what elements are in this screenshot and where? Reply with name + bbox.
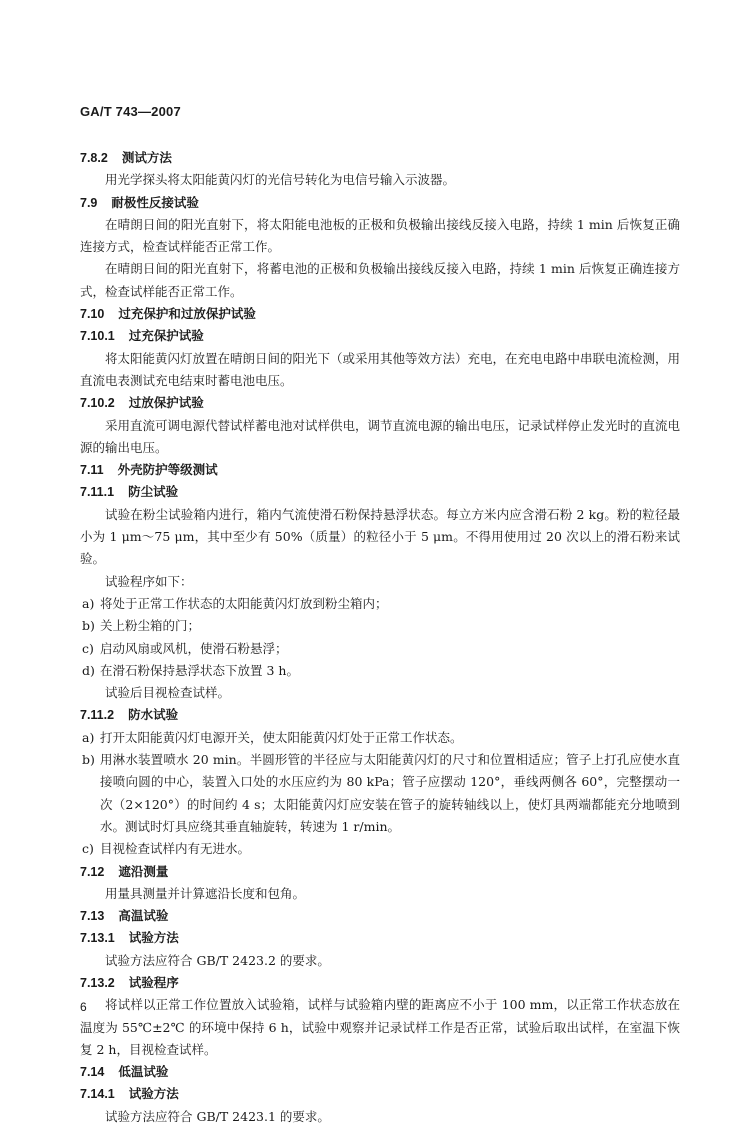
list-item-text: 启动风扇或风机，使滑石粉悬浮； — [100, 640, 288, 656]
list-item — [80, 838, 680, 860]
section-title: 高温试验 — [118, 908, 169, 924]
section-title: 遮沿测量 — [118, 863, 169, 879]
section-number: 7.13.2 — [80, 975, 115, 990]
section-number: 7.10.1 — [80, 329, 115, 344]
list-item — [80, 638, 680, 660]
section-number: 7.10.2 — [80, 396, 115, 411]
list-item — [80, 749, 680, 838]
list-item-label: a) — [82, 595, 95, 611]
paragraph: 采用直流可调电源代替试样蓄电池对试样供电，调节直流电源的输出电压，记录试样停止发光时的直流电源的输出电压。 — [80, 417, 681, 455]
section-heading — [80, 147, 680, 169]
section-title: 过放保护试验 — [128, 395, 204, 411]
page-number: 6 — [80, 1000, 87, 1014]
paragraph: 用量具测量并计算遮沿长度和包角。 — [105, 885, 306, 901]
section-title: 防尘试验 — [128, 484, 179, 500]
section-number: 7.12 — [80, 864, 105, 879]
section-heading — [80, 972, 680, 994]
section-heading — [80, 927, 680, 949]
list-item — [80, 727, 680, 749]
section-heading — [80, 192, 680, 214]
section-title: 试验方法 — [128, 930, 179, 946]
section-title: 试验程序 — [128, 974, 179, 990]
section-heading — [80, 905, 680, 927]
list-item-text: 在滑石粉保持悬浮状态下放置 3 h。 — [100, 662, 299, 678]
list-item — [80, 593, 680, 615]
section-number: 7.9 — [80, 195, 98, 210]
list-item-label: c) — [82, 841, 94, 857]
paragraph: 在晴朗日间的阳光直射下，将太阳能电池板的正极和负极输出接线反接入电路，持续 1 min 后恢复正确连接方式，检查试样能否正常工作。 — [80, 216, 680, 255]
section-number: 7.11 — [80, 463, 104, 478]
section-title: 试验方法 — [128, 1086, 179, 1102]
section-heading — [80, 704, 680, 726]
document-body — [80, 147, 680, 1128]
section-number: 7.11.1 — [80, 485, 115, 500]
list-item-text: 打开太阳能黄闪灯电源开关，使太阳能黄闪灯处于正常工作状态。 — [100, 729, 463, 745]
section-heading — [80, 1061, 680, 1083]
section-title: 外壳防护等级测试 — [117, 462, 218, 478]
section-number: 7.10 — [80, 307, 105, 322]
list-item-label: c) — [82, 640, 94, 656]
section-title: 低温试验 — [118, 1064, 169, 1080]
list-item — [80, 615, 680, 637]
section-title: 过充保护和过放保护试验 — [118, 306, 256, 322]
paragraph: 将太阳能黄闪灯放置在晴朗日间的阳光下（或采用其他等效方法）充电，在充电电路中串联电流检测，用直流电表测试充电结束时蓄电池电压。 — [80, 350, 681, 388]
list-item-text: 将处于正常工作状态的太阳能黄闪灯放到粉尘箱内； — [100, 595, 388, 611]
section-title: 测试方法 — [121, 150, 172, 165]
section-number: 7.11.2 — [80, 708, 115, 723]
section-heading — [80, 861, 680, 883]
paragraph: 试验方法应符合 GB/T 2423.2 的要求。 — [105, 952, 330, 968]
list-item-label: b) — [82, 752, 95, 768]
section-number: 7.14.1 — [80, 1087, 115, 1102]
document-code: GA/T 743—2007 — [80, 104, 181, 119]
section-heading — [80, 303, 680, 325]
paragraph: 在晴朗日间的阳光直射下，将蓄电池的正极和负极输出接线反接入电路，持续 1 min 后恢复正确连接方式，检查试样能否正常工作。 — [80, 261, 680, 299]
section-number: 7.8.2 — [80, 151, 108, 165]
section-heading — [80, 1083, 680, 1105]
section-number: 7.13 — [80, 909, 105, 924]
list-item — [80, 660, 680, 682]
section-heading — [80, 325, 680, 347]
paragraph: 试验后目视检查试样。 — [105, 685, 231, 701]
list-item-text: 目视检查试样内有无进水。 — [100, 841, 251, 857]
paragraph: 用光学探头将太阳能黄闪灯的光信号转化为电信号输入示波器。 — [105, 172, 456, 188]
list-item-label: a) — [82, 729, 95, 745]
paragraph: 试验方法应符合 GB/T 2423.1 的要求。 — [105, 1108, 330, 1124]
list-item-label: d) — [82, 662, 95, 678]
list-item-text: 关上粉尘箱的门； — [100, 618, 201, 634]
section-number: 7.14 — [80, 1065, 105, 1080]
section-heading — [80, 481, 680, 503]
paragraph: 试验在粉尘试验箱内进行，箱内气流使滑石粉保持悬浮状态。每立方米内应含滑石粉 2 kg。粉的粒径最小为 1 μm～75 μm，其中至少有 50%（质量）的粒径小于 5 μm。不得用使用过 20 次以上的滑石粉来试验。 — [80, 506, 680, 567]
section-title: 过充保护试验 — [128, 328, 204, 344]
section-heading — [80, 392, 680, 414]
section-title: 耐极性反接试验 — [111, 194, 199, 210]
paragraph: 将试样以正常工作位置放入试验箱，试样与试验箱内壁的距离应不小于 100 mm，以正常工作状态放在温度为 55℃±2℃ 的环境中保持 6 h，试验中观察并记录试样工作是否正常，试验后取出试样，在室温下恢复 2 h，目视检查试样。 — [80, 997, 680, 1057]
section-heading — [80, 459, 680, 481]
section-title: 防水试验 — [128, 707, 179, 723]
list-item-text: 用淋水装置喷水 20 min。半圆形管的半径应与太阳能黄闪灯的尺寸和位置相适应；管子上打孔应使水直接喷向圆的中心，装置入口处的水压应约为 80 kPa；管子应摆动 120°，垂线两侧各 60°，完整摆动一次（2×120°）的时间约 4 s；太阳能黄闪灯应安装在管子的旋转轴线以上，使灯具两端都能充分地喷到水。测试时灯具应绕其垂直轴旋转，转速为 1 r/min。 — [100, 752, 680, 834]
paragraph: 试验程序如下： — [105, 573, 193, 589]
section-number: 7.13.1 — [80, 931, 115, 946]
list-item-label: b) — [82, 618, 95, 634]
